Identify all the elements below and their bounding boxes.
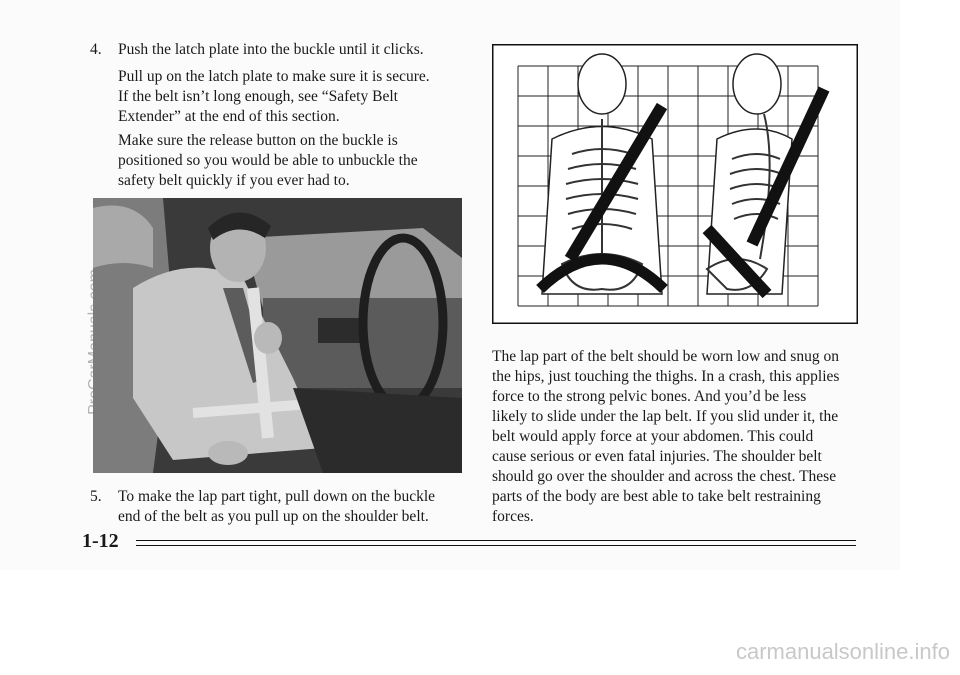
text-line: Make sure the release button on the buckle is [118, 132, 398, 149]
step-number: 4. [90, 41, 102, 58]
bottom-watermark: carmanualsonline.info [735, 639, 950, 664]
text-line: The lap part of the belt should be worn low and snug on [492, 348, 839, 365]
page-number: 1-12 [82, 530, 119, 552]
text-line: force to the strong pelvic bones. And you’d be less [492, 388, 807, 405]
text-line: likely to slide under the lap belt. If you slid under it, the [492, 408, 839, 425]
door-handle [318, 318, 363, 343]
text-line: Extender” at the end of this section. [118, 108, 340, 125]
driver-buckling-photo [93, 198, 462, 473]
step-instruction: Push the latch plate into the buckle until it clicks. [118, 41, 424, 58]
step-4-release-note [118, 131, 418, 191]
step-4-details [118, 67, 430, 127]
text-line: should go over the shoulder and across the chest. These [492, 468, 837, 485]
text-line: belt would apply force at your abdomen. This could [492, 428, 814, 445]
footer-rule-top [136, 540, 856, 541]
text-line: cause serious or even fatal injuries. The shoulder belt [492, 448, 822, 465]
text-line: end of the belt as you pull up on the shoulder belt. [118, 508, 429, 525]
text-line: parts of the body are best able to take belt restraining [492, 488, 821, 505]
belt-position-skeleton-diagram [492, 44, 858, 324]
text-line: To make the lap part tight, pull down on the buckle [118, 488, 436, 505]
step-number: 5. [90, 488, 102, 505]
text-line: positioned so you would be able to unbuckle the [118, 152, 418, 169]
footer-rule-bottom [136, 545, 856, 546]
text-line: the hips, just touching the thighs. In a crash, this applies [492, 368, 840, 385]
lap-belt-explanation [492, 347, 839, 527]
text-line: If the belt isn’t long enough, see “Safety Belt [118, 88, 398, 105]
text-line: forces. [492, 508, 534, 525]
text-line: safety belt quickly if you ever had to. [118, 172, 350, 189]
driver-hand [208, 441, 248, 465]
side-watermark [84, 222, 106, 462]
watermark-text: ProCarManuals.com [86, 269, 103, 415]
driver-hand [254, 322, 282, 354]
text-line: Pull up on the latch plate to make sure it is secure. [118, 68, 430, 85]
